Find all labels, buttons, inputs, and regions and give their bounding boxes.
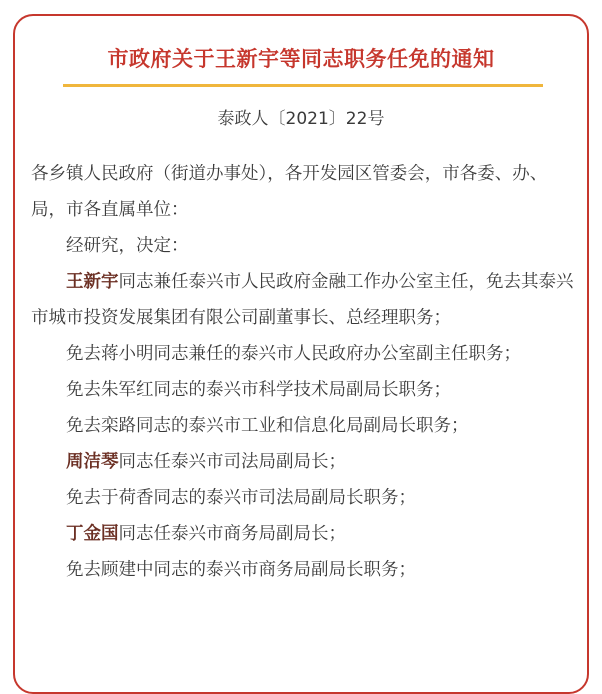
appointment-item [31, 444, 576, 480]
document-number: 泰政人〔2021〕22号 [217, 109, 385, 129]
appointment-item [31, 408, 576, 444]
decision-intro: 经研究，决定： [66, 236, 189, 256]
appointment-text: 同志任泰兴市商务局副局长； [118, 524, 346, 544]
appointment-item [31, 372, 576, 408]
notice-title: 市政府关于王新宇等同志职务任免的通知 [107, 47, 495, 71]
appointment-text: 免去朱军红同志的泰兴市科学技术局副局长职务； [66, 380, 451, 400]
appointment-text: 免去于荷香同志的泰兴市司法局副局长职务； [66, 488, 416, 508]
appointment-item [31, 264, 576, 336]
appointment-text: 免去顾建中同志的泰兴市商务局副局长职务； [66, 560, 416, 580]
appointment-item [31, 552, 576, 588]
appointment-item [31, 480, 576, 516]
appointment-text: 同志兼任泰兴市人民政府金融工作办公室主任，免去其泰兴市城市投资发展集团有限公司副董事长、总经理职务； [31, 272, 574, 328]
appointee-name: 周洁琴 [66, 452, 119, 472]
salutation: 各乡镇人民政府（街道办事处），各开发园区管委会，市各委、办、局，市各直属单位： [31, 164, 548, 220]
appointment-item [31, 336, 576, 372]
appointment-item [31, 516, 576, 552]
appointment-text: 同志任泰兴市司法局副局长； [118, 452, 346, 472]
appointee-name: 王新宇 [66, 272, 119, 292]
appointment-text: 免去蒋小明同志兼任的泰兴市人民政府办公室副主任职务； [66, 344, 521, 364]
notice-body [31, 156, 576, 588]
appointment-text: 免去栾路同志的泰兴市工业和信息化局副局长职务； [66, 416, 469, 436]
title-underline [63, 84, 543, 87]
appointee-name: 丁金国 [66, 524, 119, 544]
